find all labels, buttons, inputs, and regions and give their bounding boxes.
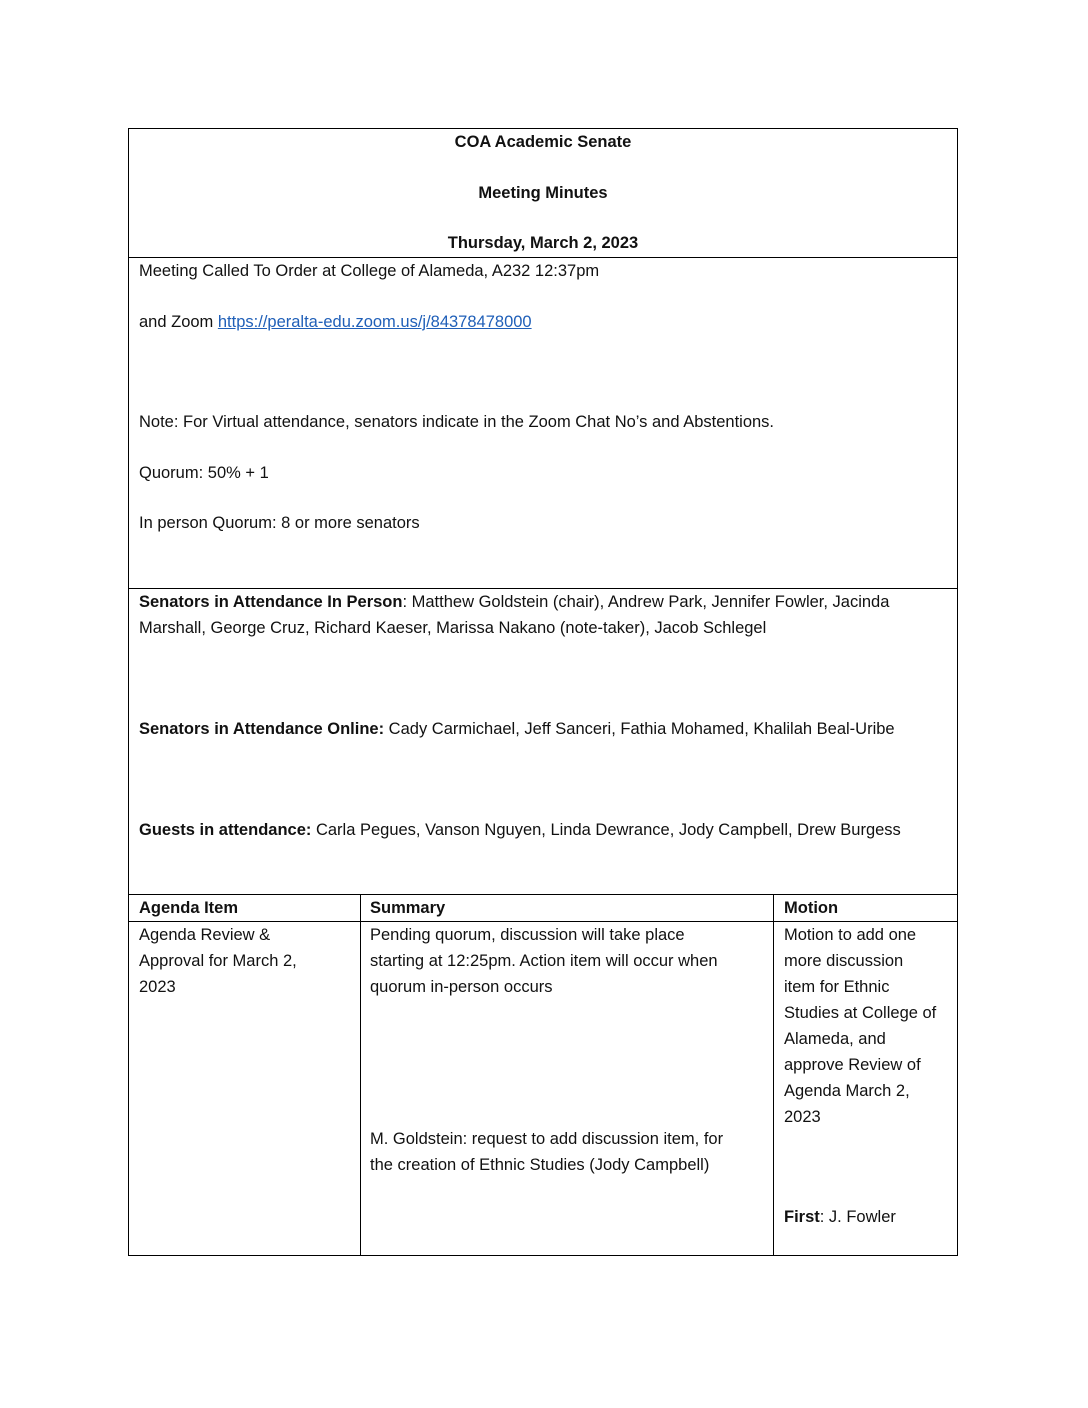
zoom-prefix: and Zoom (139, 313, 218, 331)
agenda-item-line: 2023 (139, 978, 176, 996)
motion-line: 2023 (784, 1108, 821, 1126)
online-label: Senators in Attendance Online: (139, 720, 385, 738)
motion-line: Agenda March 2, (784, 1082, 910, 1100)
meeting-date: Thursday, March 2, 2023 (447, 234, 639, 252)
guests-attendance (139, 817, 901, 843)
summary-line: M. Goldstein: request to add discussion item, for (370, 1130, 724, 1148)
header-summary: Summary (370, 899, 446, 917)
summary-line: starting at 12:25pm. Action item will occur when (370, 952, 718, 970)
minutes-table (128, 128, 958, 1256)
first-label: First (784, 1208, 820, 1226)
motion-first (784, 1204, 896, 1230)
summary-line: the creation of Ethnic Studies (Jody Campbell) (370, 1156, 710, 1174)
guests-names: Carla Pegues, Vanson Nguyen, Linda Dewrance, Jody Campbell, Drew Burgess (311, 821, 901, 839)
online-names: Cady Carmichael, Jeff Sanceri, Fathia Mohamed, Khalilah Beal-Uribe (384, 720, 895, 738)
motion-line: Motion to add one (784, 926, 917, 944)
motion-line: more discussion (784, 952, 904, 970)
zoom-line (139, 309, 532, 335)
in-person-names: : Matthew Goldstein (chair), Andrew Park, Jennifer Fowler, Jacinda (402, 593, 890, 611)
motion-line: approve Review of (784, 1056, 921, 1074)
in-person-attendance-line2: Marshall, George Cruz, Richard Kaeser, Marissa Nakano (note-taker), Jacob Schlegel (139, 619, 767, 637)
motion-line: Studies at College of (784, 1004, 937, 1022)
virtual-attendance-note: Note: For Virtual attendance, senators indicate in the Zoom Chat No’s and Abstentions. (139, 413, 775, 431)
header-agenda-item: Agenda Item (139, 899, 239, 917)
quorum-text: Quorum: 50% + 1 (139, 464, 269, 482)
org-title: COA Academic Senate (454, 133, 632, 151)
column-divider (360, 894, 361, 1256)
summary-line: Pending quorum, discussion will take place (370, 926, 685, 944)
motion-line: Alameda, and (784, 1030, 886, 1048)
in-person-attendance-line1 (139, 589, 889, 615)
in-person-quorum-text: In person Quorum: 8 or more senators (139, 514, 420, 532)
first-value: : J. Fowler (819, 1208, 896, 1226)
guests-label: Guests in attendance: (139, 821, 312, 839)
column-divider (773, 894, 774, 1256)
summary-line: quorum in-person occurs (370, 978, 553, 996)
motion-line: item for Ethnic (784, 978, 890, 996)
doc-title: Meeting Minutes (478, 184, 608, 202)
header-motion: Motion (784, 899, 839, 917)
online-attendance (139, 716, 895, 742)
call-to-order-text: Meeting Called To Order at College of Alameda, A232 12:37pm (139, 262, 600, 280)
agenda-item-line: Approval for March 2, (139, 952, 297, 970)
agenda-item-line: Agenda Review & (139, 926, 271, 944)
in-person-label: Senators in Attendance In Person (139, 593, 403, 611)
zoom-link[interactable]: https://peralta-edu.zoom.us/j/84378478000 (217, 313, 532, 331)
